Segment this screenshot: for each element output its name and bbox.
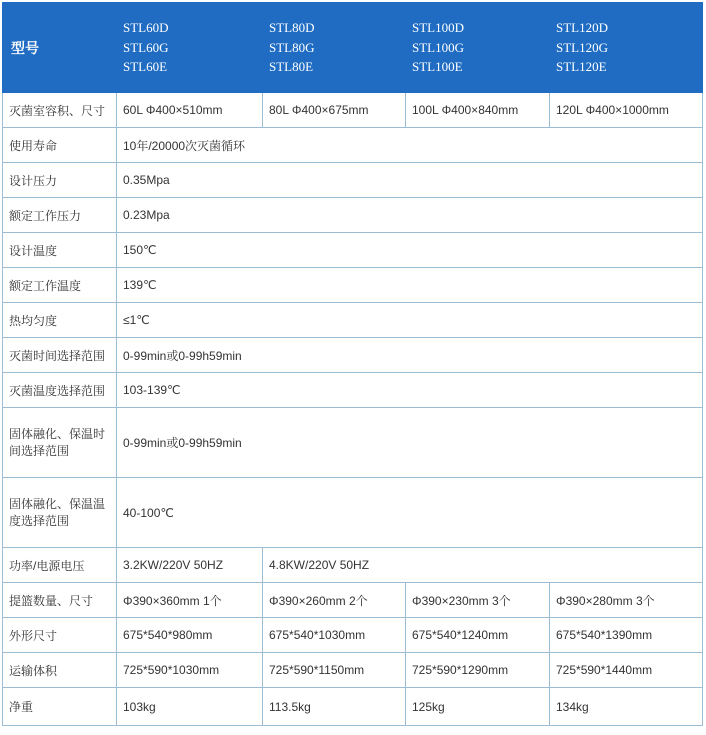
model-column-3: [406, 3, 550, 93]
row-rated-temp: [3, 268, 703, 303]
row-life: [3, 128, 703, 163]
row-basket: [3, 583, 703, 618]
cell-value: 125kg: [406, 688, 550, 726]
model-name: STL100E: [412, 59, 463, 75]
model-name: STL120E: [556, 59, 607, 75]
cell-value: Φ390×230mm 3个: [406, 583, 550, 618]
cell-value: 725*590*1030mm: [117, 653, 263, 688]
cell-value: Φ390×280mm 3个: [550, 583, 703, 618]
row-power: [3, 548, 703, 583]
model-name: STL100D: [412, 20, 464, 36]
row-label: 灭菌室容积、尺寸: [3, 93, 117, 128]
row-label: 净重: [3, 688, 117, 726]
cell-value: 4.8KW/220V 50HZ: [263, 548, 703, 583]
cell-value: 134kg: [550, 688, 703, 726]
row-sterilize-temp: [3, 373, 703, 408]
model-header-label: 型号: [3, 3, 117, 93]
cell-value: Φ390×360mm 1个: [117, 583, 263, 618]
cell-value: 675*540*1390mm: [550, 618, 703, 653]
cell-value: 103kg: [117, 688, 263, 726]
cell-value: 113.5kg: [263, 688, 406, 726]
model-column-1: [117, 3, 263, 93]
cell-value: 675*540*1030mm: [263, 618, 406, 653]
row-chamber: [3, 93, 703, 128]
row-melt-time: [3, 408, 703, 478]
cell-value: 60L Φ400×510mm: [117, 93, 263, 128]
cell-value: 150℃: [117, 233, 703, 268]
cell-value: 725*590*1440mm: [550, 653, 703, 688]
cell-value: 675*540*1240mm: [406, 618, 550, 653]
model-column-4: [550, 3, 703, 93]
row-label: 固体融化、保温温度选择范围: [3, 478, 117, 548]
row-label: 固体融化、保温时间选择范围: [3, 408, 117, 478]
row-label: 使用寿命: [3, 128, 117, 163]
cell-value: 40-100℃: [117, 478, 703, 548]
cell-value: 725*590*1150mm: [263, 653, 406, 688]
row-label: 运输体积: [3, 653, 117, 688]
cell-value: 0-99min或0-99h59min: [117, 338, 703, 373]
model-name: STL100G: [412, 39, 464, 55]
model-name: STL120G: [556, 39, 608, 55]
cell-value: 10年/20000次灭菌循环: [117, 128, 703, 163]
row-uniformity: [3, 303, 703, 338]
cell-value: 0-99min或0-99h59min: [117, 408, 703, 478]
model-name: STL60D: [123, 20, 169, 36]
row-label: 灭菌时间选择范围: [3, 338, 117, 373]
row-sterilize-time: [3, 338, 703, 373]
model-name: STL60G: [123, 39, 169, 55]
row-shipping: [3, 653, 703, 688]
spec-table: [2, 2, 703, 726]
row-rated-pressure: [3, 198, 703, 233]
row-label: 设计温度: [3, 233, 117, 268]
row-label: 灭菌温度选择范围: [3, 373, 117, 408]
row-label: 热均匀度: [3, 303, 117, 338]
cell-value: 100L Φ400×840mm: [406, 93, 550, 128]
row-weight: [3, 688, 703, 726]
cell-value: 120L Φ400×1000mm: [550, 93, 703, 128]
row-label: 外形尺寸: [3, 618, 117, 653]
model-name: STL60E: [123, 59, 168, 75]
row-design-pressure: [3, 163, 703, 198]
model-name: STL80E: [269, 59, 314, 75]
row-label: 提篮数量、尺寸: [3, 583, 117, 618]
cell-value: 103-139℃: [117, 373, 703, 408]
header-row: [3, 3, 703, 93]
model-name: STL80D: [269, 20, 315, 36]
cell-value: 675*540*980mm: [117, 618, 263, 653]
cell-value: 0.35Mpa: [117, 163, 703, 198]
row-label: 功率/电源电压: [3, 548, 117, 583]
row-outer-size: [3, 618, 703, 653]
cell-value: 725*590*1290mm: [406, 653, 550, 688]
cell-value: 3.2KW/220V 50HZ: [117, 548, 263, 583]
row-label: 额定工作压力: [3, 198, 117, 233]
cell-value: 0.23Mpa: [117, 198, 703, 233]
model-name: STL120D: [556, 20, 608, 36]
row-design-temp: [3, 233, 703, 268]
row-melt-temp: [3, 478, 703, 548]
model-name: STL80G: [269, 39, 315, 55]
cell-value: ≤1℃: [117, 303, 703, 338]
row-label: 设计压力: [3, 163, 117, 198]
cell-value: 139℃: [117, 268, 703, 303]
cell-value: 80L Φ400×675mm: [263, 93, 406, 128]
row-label: 额定工作温度: [3, 268, 117, 303]
model-column-2: [263, 3, 406, 93]
cell-value: Φ390×260mm 2个: [263, 583, 406, 618]
